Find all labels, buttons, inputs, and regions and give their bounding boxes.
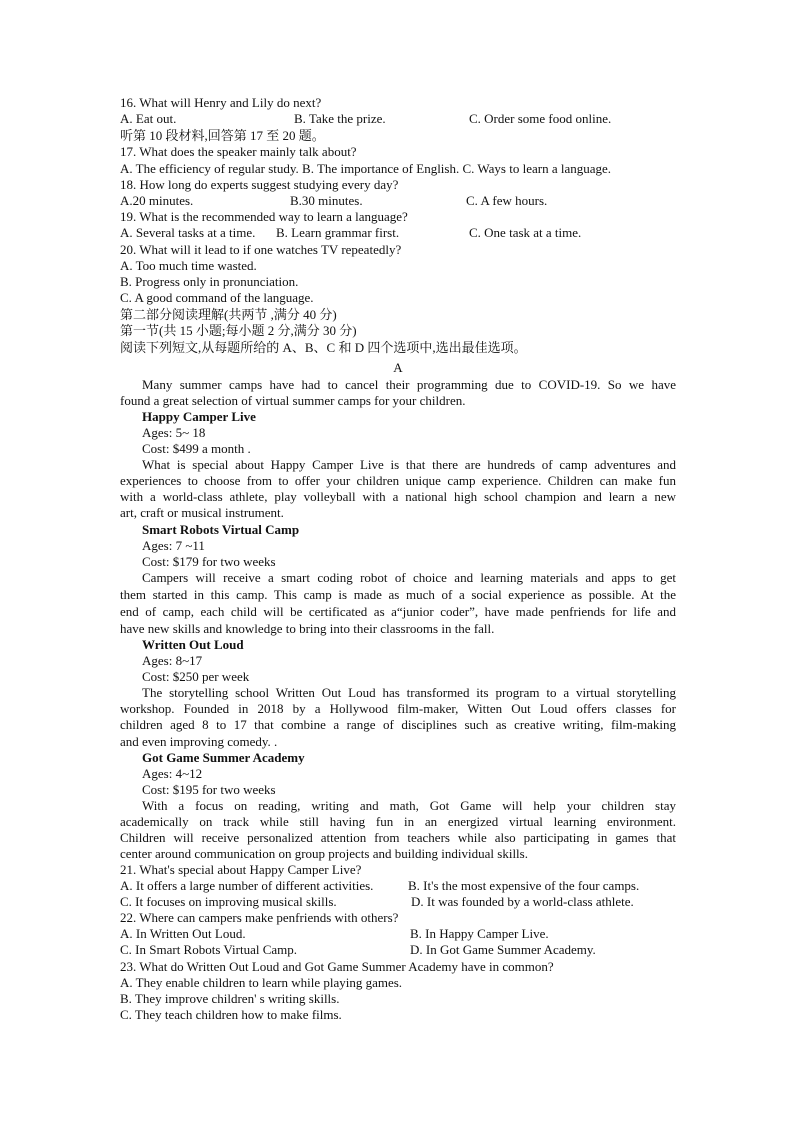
intro-line: found a great selection of virtual summer camps for your children. (120, 393, 466, 408)
reading-part-title: 第二部分阅读理解(共两节 ,满分 40 分) (120, 307, 337, 322)
q16-option-b: B. Take the prize. (294, 111, 386, 126)
camp-ages: Ages: 8~17 (142, 653, 203, 668)
q16-option-c: C. Order some food online. (469, 111, 612, 126)
passage-label: A (393, 360, 403, 375)
camp-name: Got Game Summer Academy (142, 750, 305, 765)
camp-name: Happy Camper Live (142, 409, 256, 424)
q19-question: 19. What is the recommended way to learn a language? (120, 209, 408, 224)
q19-option-c: C. One task at a time. (469, 225, 582, 240)
q20-option-c: C. A good command of the language. (120, 290, 314, 305)
q20-question: 20. What will it lead to if one watches TV repeatedly? (120, 242, 402, 257)
camp-ages: Ages: 7 ~11 (142, 538, 205, 553)
q23-option-b: B. They improve children' s writing skills. (120, 991, 340, 1006)
q22-question: 22. Where can campers make penfriends with others? (120, 910, 399, 925)
q18-option-c: C. A few hours. (466, 193, 548, 208)
q22-option-c: C. In Smart Robots Virtual Camp. (120, 942, 298, 957)
q23-option-c: C. They teach children how to make films. (120, 1007, 342, 1022)
camp-description-line: art, craft or musical instrument. (120, 505, 284, 520)
camp-description-line: have new skills and knowledge to bring into their classrooms in the fall. (120, 621, 495, 636)
q21-option-a: A. It offers a large number of different activities. (120, 878, 374, 893)
intro-line: Many summer camps have had to cancel their programming due to COVID-19. So we have (142, 377, 676, 392)
camp-cost: Cost: $179 for two weeks (142, 554, 276, 569)
camp-description-line: Campers will receive a smart coding robot of choice and learning materials and apps to get (142, 570, 676, 585)
camp-cost: Cost: $195 for two weeks (142, 782, 276, 797)
q21-option-c: C. It focuses on improving musical skills. (120, 894, 337, 909)
q17-options: A. The efficiency of regular study. B. The importance of English. C. Ways to learn a language. (120, 161, 612, 176)
camp-description-line: with a world-class athlete, play volleyball with a national high school champion and learn a new (120, 489, 676, 504)
camp-description-line: academically on track while still having fun in an energized virtual learning environment. (120, 814, 676, 829)
camp-description-line: Children will receive personalized attention from teachers while also participating in games that (120, 830, 676, 845)
listening-section-note: 听第 10 段材料,回答第 17 至 20 题。 (120, 128, 325, 143)
camp-description-line: experiences to choose from to offer your children unique camp experience. Children can make fun (120, 473, 676, 488)
reading-instructions: 阅读下列短文,从每题所给的 A、B、C 和 D 四个选项中,选出最佳选项。 (120, 340, 527, 355)
camp-description-line: and even improving comedy. . (120, 734, 278, 749)
camp-name: Smart Robots Virtual Camp (142, 522, 300, 537)
camp-ages: Ages: 5~ 18 (142, 425, 206, 440)
q21-option-d: D. It was founded by a world-class athlete. (411, 894, 634, 909)
camp-name: Written Out Loud (142, 637, 244, 652)
camp-description-line: The storytelling school Written Out Loud has transformed its program to a virtual storytelling (142, 685, 676, 700)
q21-question: 21. What's special about Happy Camper Live? (120, 862, 362, 877)
q18-option-a: A.20 minutes. (120, 193, 194, 208)
q21-options-row-2 (120, 894, 676, 910)
camp-description-line: children aged 8 to 17 that combine a range of disciplines such as creative writing, film-making (120, 717, 676, 732)
camp-description-line: end of camp, each child will be certificated as a“junior coder”, have made penfriends for life and (120, 604, 676, 619)
q20-option-a: A. Too much time wasted. (120, 258, 257, 273)
q18-option-b: B.30 minutes. (290, 193, 363, 208)
q21-options-row-1 (120, 878, 676, 894)
camp-ages: Ages: 4~12 (142, 766, 203, 781)
camp-cost: Cost: $250 per week (142, 669, 250, 684)
camp-description-line: workshop. Founded in 2018 by a Hollywood film-maker, Witten Out Loud offers classes for (120, 701, 676, 716)
q23-question: 23. What do Written Out Loud and Got Game Summer Academy have in common? (120, 959, 554, 974)
q20-option-b: B. Progress only in pronunciation. (120, 274, 299, 289)
q22-options-row-2 (120, 942, 676, 958)
camp-description-line: them started in this camp. This camp is made as much of a social experience as possible. At the (120, 587, 676, 602)
camp-description-line: With a focus on reading, writing and math, Got Game will help your children stay (142, 798, 676, 813)
q16-option-a: A. Eat out. (120, 111, 177, 126)
q22-options-row-1 (120, 926, 676, 942)
camp-cost: Cost: $499 a month . (142, 441, 251, 456)
q22-option-a: A. In Written Out Loud. (120, 926, 246, 941)
q18-options (120, 193, 676, 209)
q16-question: 16. What will Henry and Lily do next? (120, 95, 322, 110)
q22-option-b: B. In Happy Camper Live. (410, 926, 549, 941)
q22-option-d: D. In Got Game Summer Academy. (410, 942, 596, 957)
q19-option-b: B. Learn grammar first. (276, 225, 400, 240)
q16-options (120, 111, 676, 127)
q17-question: 17. What does the speaker mainly talk about? (120, 144, 357, 159)
q18-question: 18. How long do experts suggest studying every day? (120, 177, 399, 192)
reading-section-title: 第一节(共 15 小题;每小题 2 分,满分 30 分) (120, 323, 357, 338)
camp-description-line: What is special about Happy Camper Live is that there are hundreds of camp adventures and (142, 457, 676, 472)
q19-option-a: A. Several tasks at a time. (120, 225, 256, 240)
q19-options (120, 225, 676, 241)
q23-option-a: A. They enable children to learn while playing games. (120, 975, 403, 990)
q21-option-b: B. It's the most expensive of the four camps. (408, 878, 640, 893)
camp-description-line: center around communication on group projects and building individual skills. (120, 846, 528, 861)
